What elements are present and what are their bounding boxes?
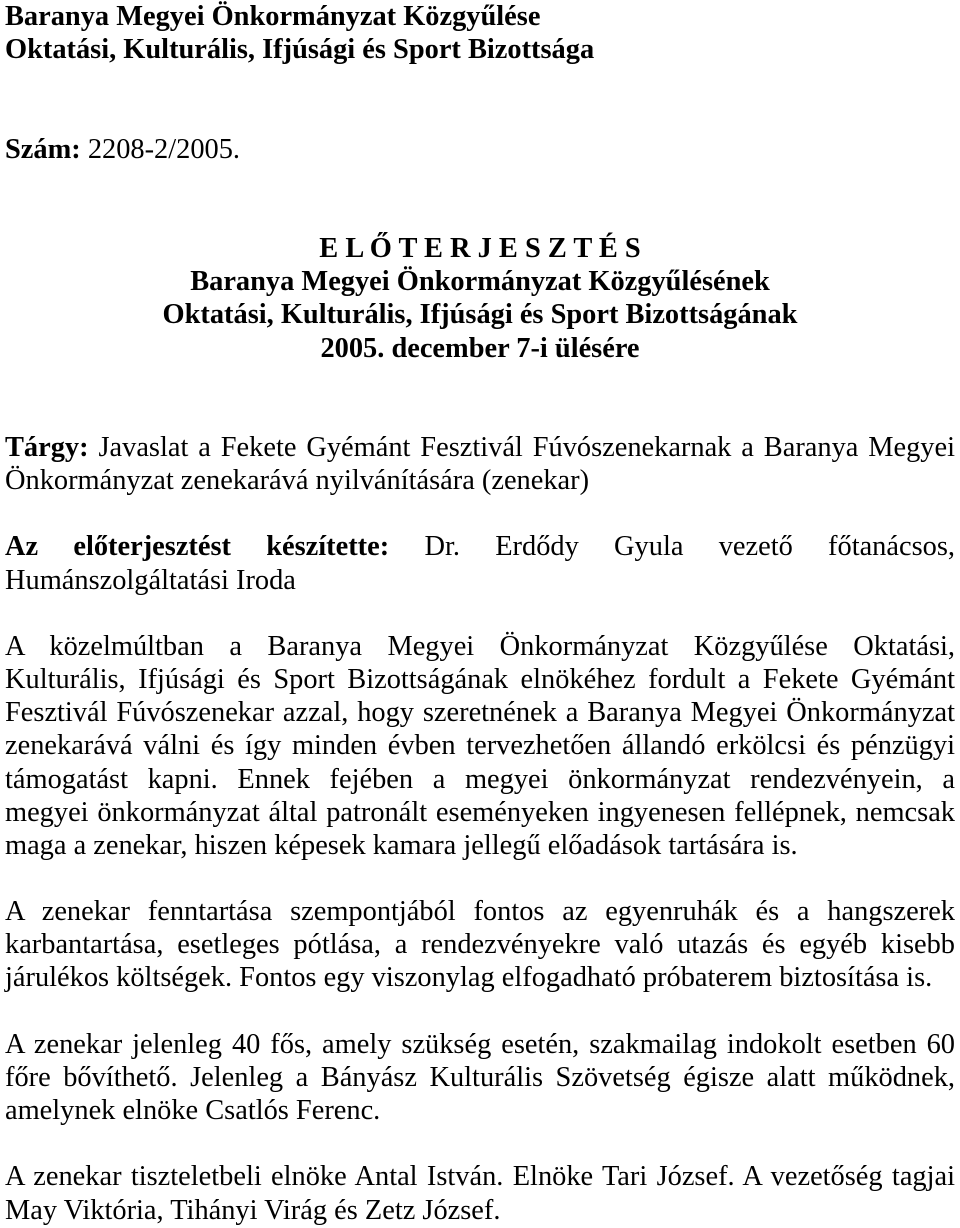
committee-header-line: Oktatási, Kulturális, Ifjúsági és Sport Bizottsága	[5, 34, 595, 66]
paragraph-line: támogatást kapni. Ennek fejében a megyei önkormányzat rendezvényein, a	[5, 763, 955, 795]
subject-line: Önkormányzat zenekarává nyilvánítására (zenekar)	[5, 465, 590, 497]
body-paragraph-2	[5, 895, 955, 994]
author-block	[5, 530, 955, 596]
paragraph-line: karbantartása, esetleges pótlása, a rendezvényekre való utazás és egyéb kisebb	[5, 929, 955, 961]
body-paragraph-1	[5, 630, 955, 862]
paragraph-line: zenekarává válni és így minden évben tervezhetően állandó erkölcsi és pénzügyi	[5, 730, 955, 762]
reference-value: 2208-2/2005.	[87, 133, 241, 165]
paragraph-line: amelynek elnöke Csatlós Ferenc.	[5, 1095, 381, 1127]
subject-label: Tárgy:	[5, 431, 89, 463]
author-line: Humánszolgáltatási Iroda	[5, 564, 296, 596]
paragraph-line: May Viktória, Tihányi Virág és Zetz József.	[5, 1194, 501, 1226]
paragraph-line: főre bővíthető. Jelenleg a Bányász Kulturális Szövetség égisze alatt működnek,	[5, 1061, 955, 1093]
paragraph-line: Kulturális, Ifjúsági és Sport Bizottságának elnökéhez fordult a Fekete Gyémánt	[5, 664, 955, 696]
paragraph-line: A zenekar jelenleg 40 fős, amely szükség esetén, szakmailag indokolt esetben 60	[5, 1028, 955, 1060]
paragraph-line: járulékos költségek. Fontos egy viszonylag elfogadható próbaterem biztosítása is.	[5, 962, 933, 994]
title-line: Baranya Megyei Önkormányzat Közgyűlésének	[190, 266, 770, 298]
paragraph-line: maga a zenekar, hiszen képesek kamara jellegű előadások tartására is.	[5, 829, 798, 861]
committee-header-line: Baranya Megyei Önkormányzat Közgyűlése	[5, 1, 541, 32]
subject-text: Javaslat a Fekete Gyémánt Fesztivál Fúvószenekarnak a Baranya Megyei	[98, 431, 955, 463]
document-title	[5, 232, 955, 365]
title-line: 2005. december 7-i ülésére	[320, 332, 640, 364]
body-paragraph-3	[5, 1028, 955, 1127]
paragraph-line: A közelmúltban a Baranya Megyei Önkormányzat Közgyűlése Oktatási,	[5, 630, 955, 662]
reference-label: Szám:	[5, 133, 81, 165]
title-heading: E L Ő T E R J E S Z T É S	[319, 233, 641, 265]
paragraph-line: megyei önkormányzat által patronált eseményeken ingyenesen fellépnek, nemcsak	[5, 796, 955, 828]
author-label: Az előterjesztést készítette:	[5, 531, 390, 563]
committee-header	[5, 0, 955, 66]
subject-block	[5, 431, 955, 497]
author-line	[5, 530, 955, 563]
paragraph-line: A zenekar tiszteletbeli elnöke Antal István. Elnöke Tari József. A vezetőség tagjai	[5, 1161, 955, 1193]
author-text: Dr. Erdődy Gyula vezető főtanácsos,	[424, 531, 955, 563]
paragraph-line: Fesztivál Fúvószenekar azzal, hogy szeretnének a Baranya Megyei Önkormányzat	[5, 697, 955, 729]
paragraph-line: A zenekar fenntartása szempontjából fontos az egyenruhák és a hangszerek	[5, 896, 955, 928]
subject-line	[5, 431, 955, 464]
title-line: Oktatási, Kulturális, Ifjúsági és Sport Bizottságának	[162, 299, 798, 331]
body-paragraph-4	[5, 1160, 955, 1226]
reference-number	[5, 133, 955, 166]
